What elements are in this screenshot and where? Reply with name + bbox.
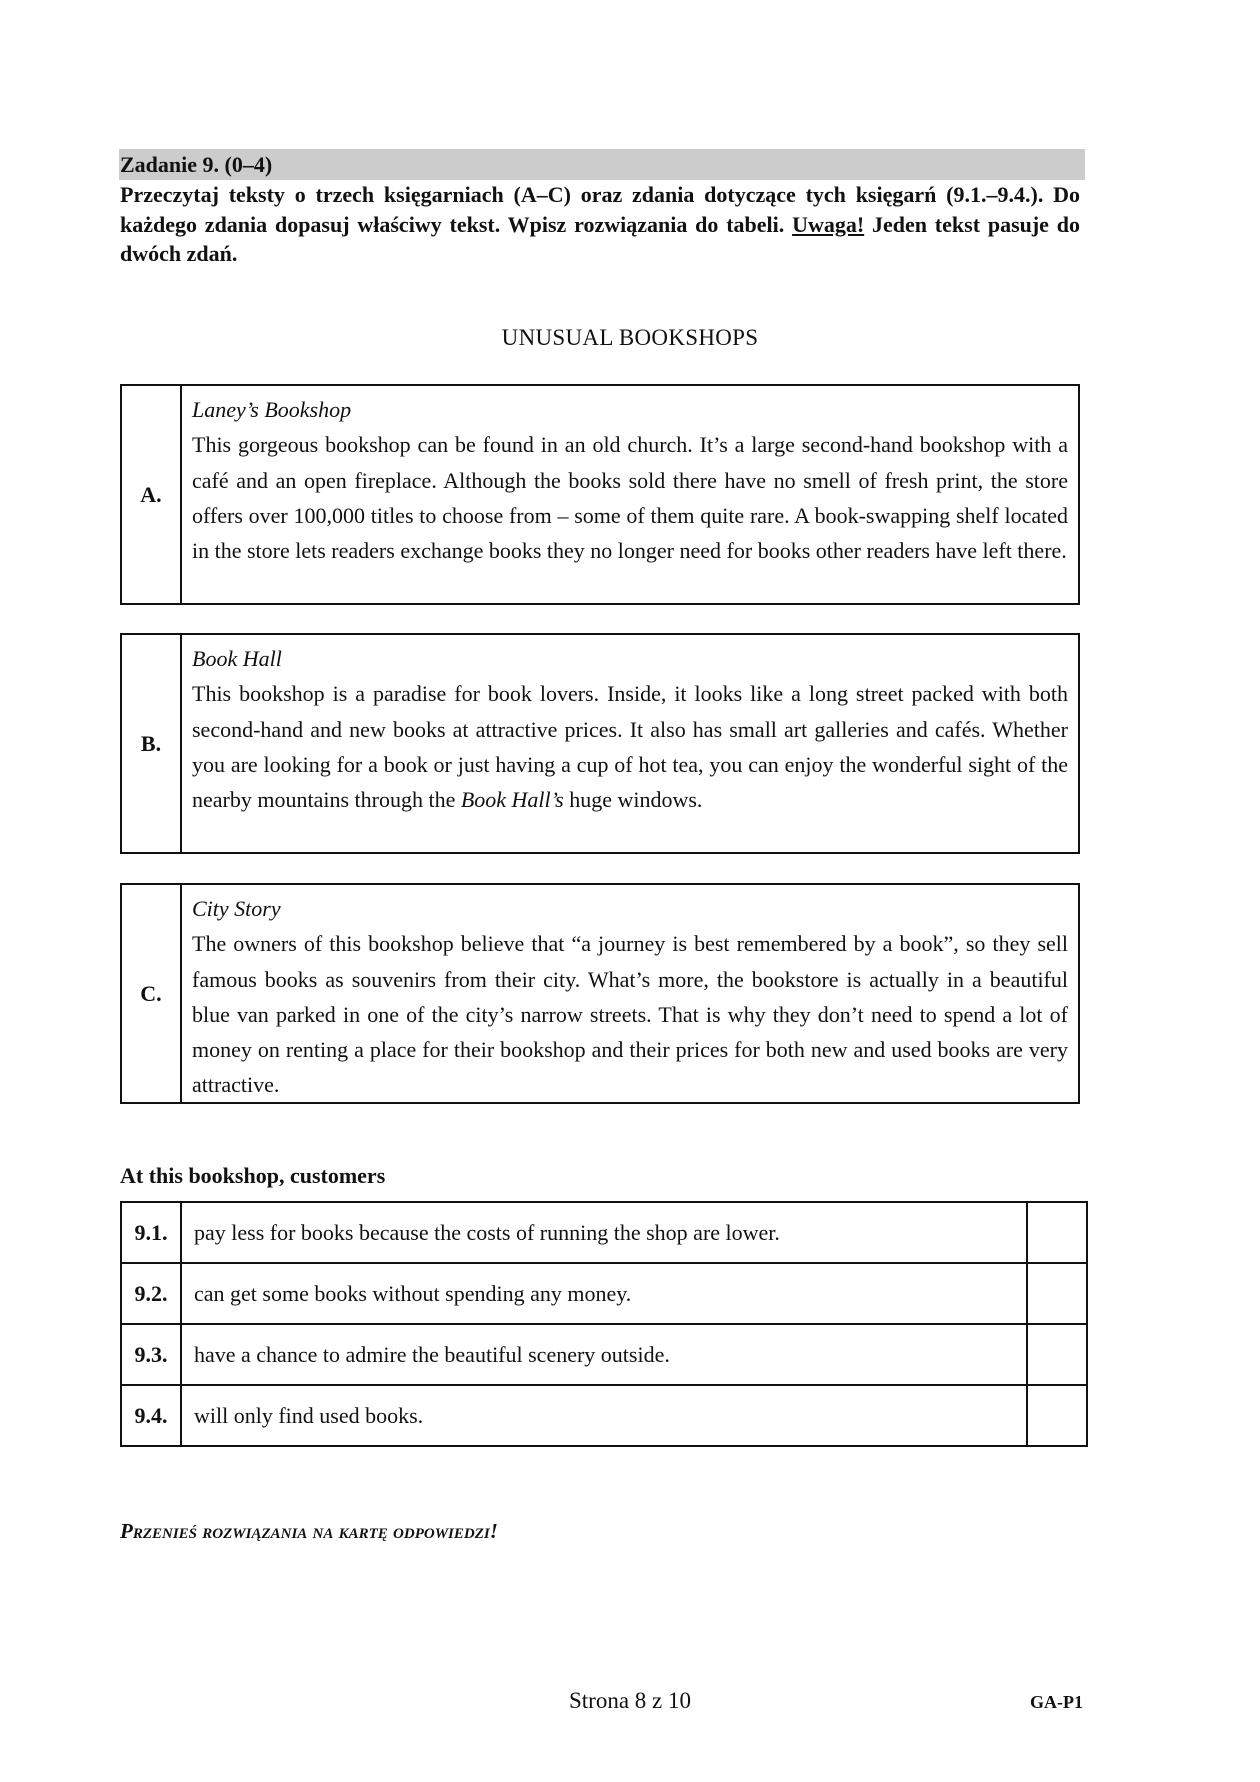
text-label: B.: [122, 635, 182, 852]
question-number: 9.1.: [121, 1202, 181, 1263]
text-content: [182, 386, 1078, 603]
answer-cell[interactable]: [1027, 1263, 1087, 1324]
text-content: [182, 635, 1078, 852]
question-number: 9.3.: [121, 1324, 181, 1385]
table-row: [121, 1263, 1087, 1324]
text-label: A.: [122, 386, 182, 603]
transfer-note: Przenieś rozwiązania na kartę odpowiedzi!: [120, 1519, 498, 1543]
note-label: Uwaga!: [792, 211, 865, 237]
question-number: 9.4.: [121, 1385, 181, 1446]
bookshop-name: Book Hall: [192, 646, 282, 671]
answer-cell[interactable]: [1027, 1385, 1087, 1446]
bookshop-description: This gorgeous bookshop can be found in an old church. It’s a large second-hand bookshop with a café and an open fireplace. Although the books sold there have no smell of fresh print, the store offers over 100,000 titles to choose from – some of them quite rare. A book-swapping shelf located in the store lets readers exchange books they no longer need for books other readers have left there.: [192, 432, 1068, 564]
question-text: pay less for books because the costs of running the shop are lower.: [181, 1202, 1027, 1263]
bookshop-name-inline: Book Hall’s: [460, 787, 564, 813]
bookshop-name: City Story: [192, 896, 281, 921]
question-number: 9.2.: [121, 1263, 181, 1324]
text-label: C.: [122, 885, 182, 1102]
bookshop-description-end: huge windows.: [563, 787, 703, 813]
bookshop-name: Laney’s Bookshop: [192, 397, 352, 422]
questions-lead: At this bookshop, customers: [120, 1163, 386, 1188]
table-row: [121, 1385, 1087, 1446]
bookshop-description: The owners of this bookshop believe that “a journey is best remembered by a book”, so they sell famous books as souvenirs from their city. What’s more, the bookstore is actually in a beautiful blue van parked in one of the city’s narrow streets. That is why they don’t need to spend a lot of money on renting a place for their bookshop and their prices for both new and used books are very attractive.: [192, 931, 1068, 1098]
exam-code: GA-P1: [1030, 1692, 1083, 1712]
text-box-c: [120, 883, 1080, 1104]
question-text: will only find used books.: [181, 1385, 1027, 1446]
answer-cell[interactable]: [1027, 1324, 1087, 1385]
text-box-a: [120, 384, 1080, 605]
question-text: have a chance to admire the beautiful scenery outside.: [181, 1324, 1027, 1385]
bookshop-description: This bookshop is a paradise for book lovers. Inside, it looks like a long street packed with both second-hand and new books at attractive prices. It also has small art galleries and cafés. Whether you are looking for a book or just having a cup of hot tea, you can enjoy the wonderful sight of the nearby mountains through the: [192, 681, 1068, 813]
answer-cell[interactable]: [1027, 1202, 1087, 1263]
task-instruction: [120, 180, 1080, 269]
page-number: Strona 8 z 10: [568, 1688, 691, 1713]
text-content: [182, 885, 1078, 1102]
question-text: can get some books without spending any money.: [181, 1263, 1027, 1324]
instruction-text: Przeczytaj teksty o trzech księgarniach (A–C) oraz zdania dotyczące tych księgarń (9.1.–9.4.). Do każdego zdania dopasuj właściwy tekst. Wpisz rozwiązania do tabeli.: [120, 182, 1080, 237]
note-text: Jeden tekst pasuje do dwóch zdań.: [120, 211, 1080, 266]
task-header: Zadanie 9. (0–4): [119, 149, 1085, 180]
table-row: [121, 1202, 1087, 1263]
text-box-b: [120, 633, 1080, 854]
section-title: UNUSUAL BOOKSHOPS: [501, 325, 759, 350]
answer-table: [120, 1201, 1088, 1447]
table-row: [121, 1324, 1087, 1385]
